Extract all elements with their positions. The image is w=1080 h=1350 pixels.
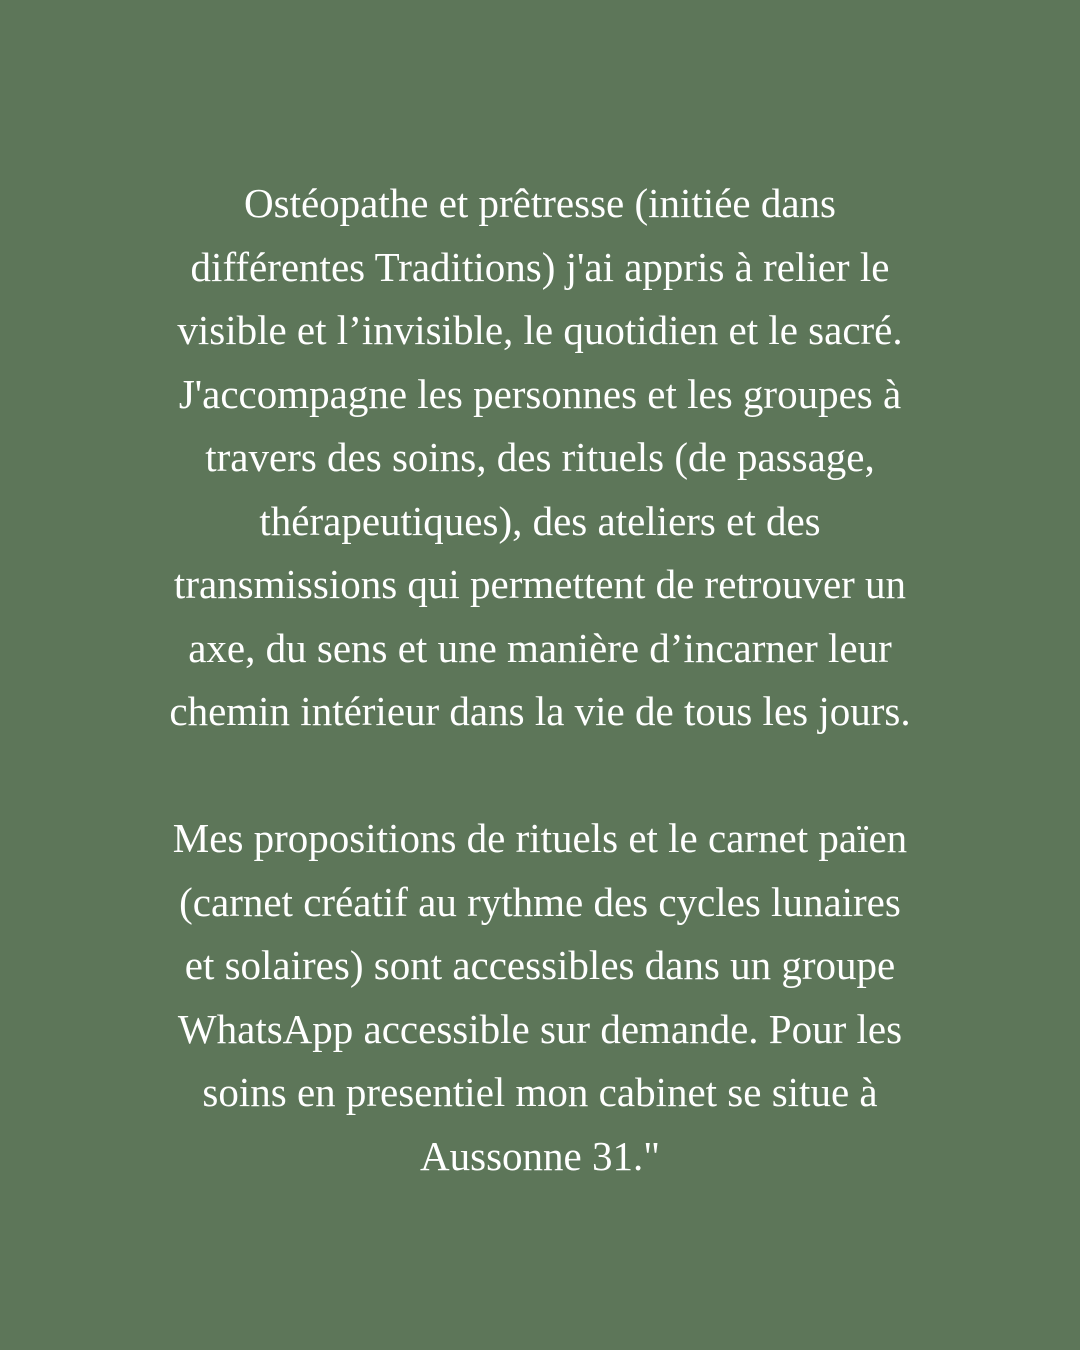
paragraph-offer: [90, 807, 990, 1188]
text-line: Aussonne 31.": [420, 1132, 660, 1179]
body-text: [90, 172, 990, 1188]
text-line: Ostéopathe et prêtresse (initiée dans: [244, 180, 836, 226]
text-line: visible et l’invisible, le quotidien et le sacré.: [177, 307, 903, 353]
text-line: thérapeutiques), des ateliers et des: [259, 497, 821, 544]
text-line: J'accompagne les personnes et les groupes à: [178, 370, 902, 417]
text-line: axe, du sens et une manière d’incarner leur: [188, 624, 892, 671]
text-line: différentes Traditions) j'ai appris à relier le: [190, 243, 890, 290]
text-line: chemin intérieur dans la vie de tous les jours.: [169, 688, 911, 734]
text-line: et solaires) sont accessibles dans un groupe: [184, 942, 896, 988]
text-line: soins en presentiel mon cabinet se situe à: [202, 1069, 878, 1115]
paragraph-gap: [90, 744, 990, 808]
paragraph-intro: [90, 172, 990, 744]
text-line: Mes propositions de rituels et le carnet païen: [172, 815, 908, 861]
text-line: (carnet créatif au rythme des cycles lunaires: [179, 878, 901, 925]
text-line: WhatsApp accessible sur demande. Pour les: [177, 1005, 903, 1052]
text-line: travers des soins, des rituels (de passage,: [205, 434, 875, 480]
text-line: transmissions qui permettent de retrouver un: [173, 561, 907, 607]
